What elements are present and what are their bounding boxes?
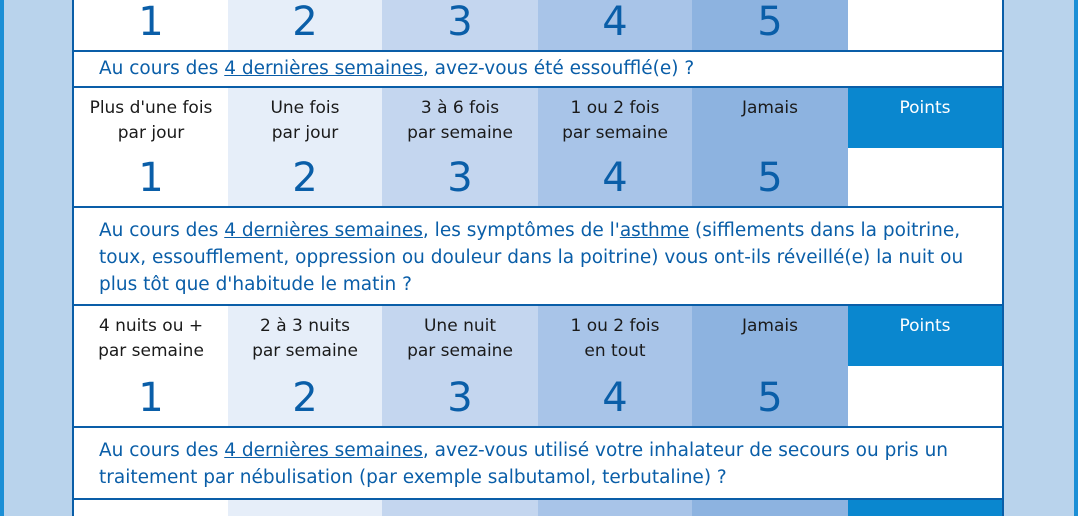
score-value: 5: [757, 155, 783, 201]
answer-option-4[interactable]: [538, 0, 692, 50]
answer-option-1[interactable]: [74, 88, 228, 206]
score-value: 3: [447, 0, 473, 45]
score-value: 3: [447, 155, 473, 201]
question-text: , avez-vous été essoufflé(e) ?: [422, 58, 695, 79]
score-value: 4: [602, 375, 628, 421]
score-value: 1: [138, 375, 164, 421]
points-cell[interactable]: [848, 88, 1002, 206]
question-emphasis: asthme: [619, 220, 690, 241]
answer-option-4[interactable]: [538, 306, 692, 426]
answer-option-5[interactable]: [692, 500, 848, 516]
answer-option-3[interactable]: [382, 500, 538, 516]
option-label: 1 ou 2 fois par semaine: [562, 98, 668, 143]
answer-option-2[interactable]: [228, 500, 382, 516]
score-value: 2: [292, 155, 318, 201]
question-emphasis: 4 dernières semaines: [224, 440, 423, 461]
answer-option-5[interactable]: [692, 88, 848, 206]
points-header: Points: [848, 88, 1002, 148]
answer-option-3[interactable]: [382, 0, 538, 50]
answer-row-1: [72, 0, 1004, 50]
answer-option-1[interactable]: [74, 306, 228, 426]
answer-option-2[interactable]: [228, 0, 382, 50]
question-3: [72, 206, 1004, 306]
points-cell[interactable]: [848, 500, 1002, 516]
right-border: [1074, 0, 1078, 516]
score-value: 1: [138, 155, 164, 201]
answer-option-4[interactable]: [538, 500, 692, 516]
score-value: 3: [447, 375, 473, 421]
answer-option-2[interactable]: [228, 306, 382, 426]
score-value: 1: [138, 0, 164, 45]
points-header: [848, 500, 1002, 516]
answer-option-5[interactable]: [692, 306, 848, 426]
answer-row-2: [72, 88, 1004, 206]
option-label: 3 à 6 fois par semaine: [407, 98, 513, 143]
option-label: 1 ou 2 fois en tout: [570, 316, 660, 361]
answer-option-1[interactable]: [74, 500, 228, 516]
answer-option-4[interactable]: [538, 88, 692, 206]
answer-option-5[interactable]: [692, 0, 848, 50]
option-label: Une nuit par semaine: [407, 316, 513, 361]
question-emphasis: 4 dernières semaines: [224, 58, 423, 79]
question-text: , les symptômes de l': [422, 220, 620, 241]
answer-option-3[interactable]: [382, 306, 538, 426]
score-value: 2: [292, 375, 318, 421]
question-2: [72, 50, 1004, 88]
score-value: 4: [602, 155, 628, 201]
option-label: 4 nuits ou + par semaine: [98, 316, 204, 361]
question-text: (sifflements dans la poitrine, toux, essoufflement, oppression ou douleur dans la poitrine) vous ont-ils réveillé(e) la nuit ou plus tôt que d'habitude le matin ?: [99, 220, 964, 295]
answer-option-1[interactable]: [74, 0, 228, 50]
points-header: Points: [848, 306, 1002, 366]
option-label: Plus d'une fois par jour: [89, 98, 213, 143]
question-text: Au cours des: [99, 440, 225, 461]
option-label: Jamais: [742, 98, 798, 118]
points-cell[interactable]: [848, 306, 1002, 426]
score-value: 5: [757, 0, 783, 45]
question-text: Au cours des: [99, 58, 225, 79]
answer-option-3[interactable]: [382, 88, 538, 206]
option-label: 2 à 3 nuits par semaine: [252, 316, 358, 361]
answer-row-3: [72, 306, 1004, 426]
score-value: 4: [602, 0, 628, 45]
points-cell[interactable]: [848, 0, 1002, 50]
left-border: [0, 0, 4, 516]
score-value: 5: [757, 375, 783, 421]
question-text: , avez-vous utilisé votre inhalateur de secours ou pris un traitement par nébulisation (par exemple salbutamol, terbutaline) ?: [99, 440, 949, 488]
answer-row-4: [72, 500, 1004, 516]
question-4: [72, 426, 1004, 500]
score-value: 2: [292, 0, 318, 45]
question-emphasis: 4 dernières semaines: [224, 220, 423, 241]
question-text: Au cours des: [99, 220, 225, 241]
option-label: Jamais: [742, 316, 798, 336]
option-label: Une fois par jour: [270, 98, 340, 143]
answer-option-2[interactable]: [228, 88, 382, 206]
